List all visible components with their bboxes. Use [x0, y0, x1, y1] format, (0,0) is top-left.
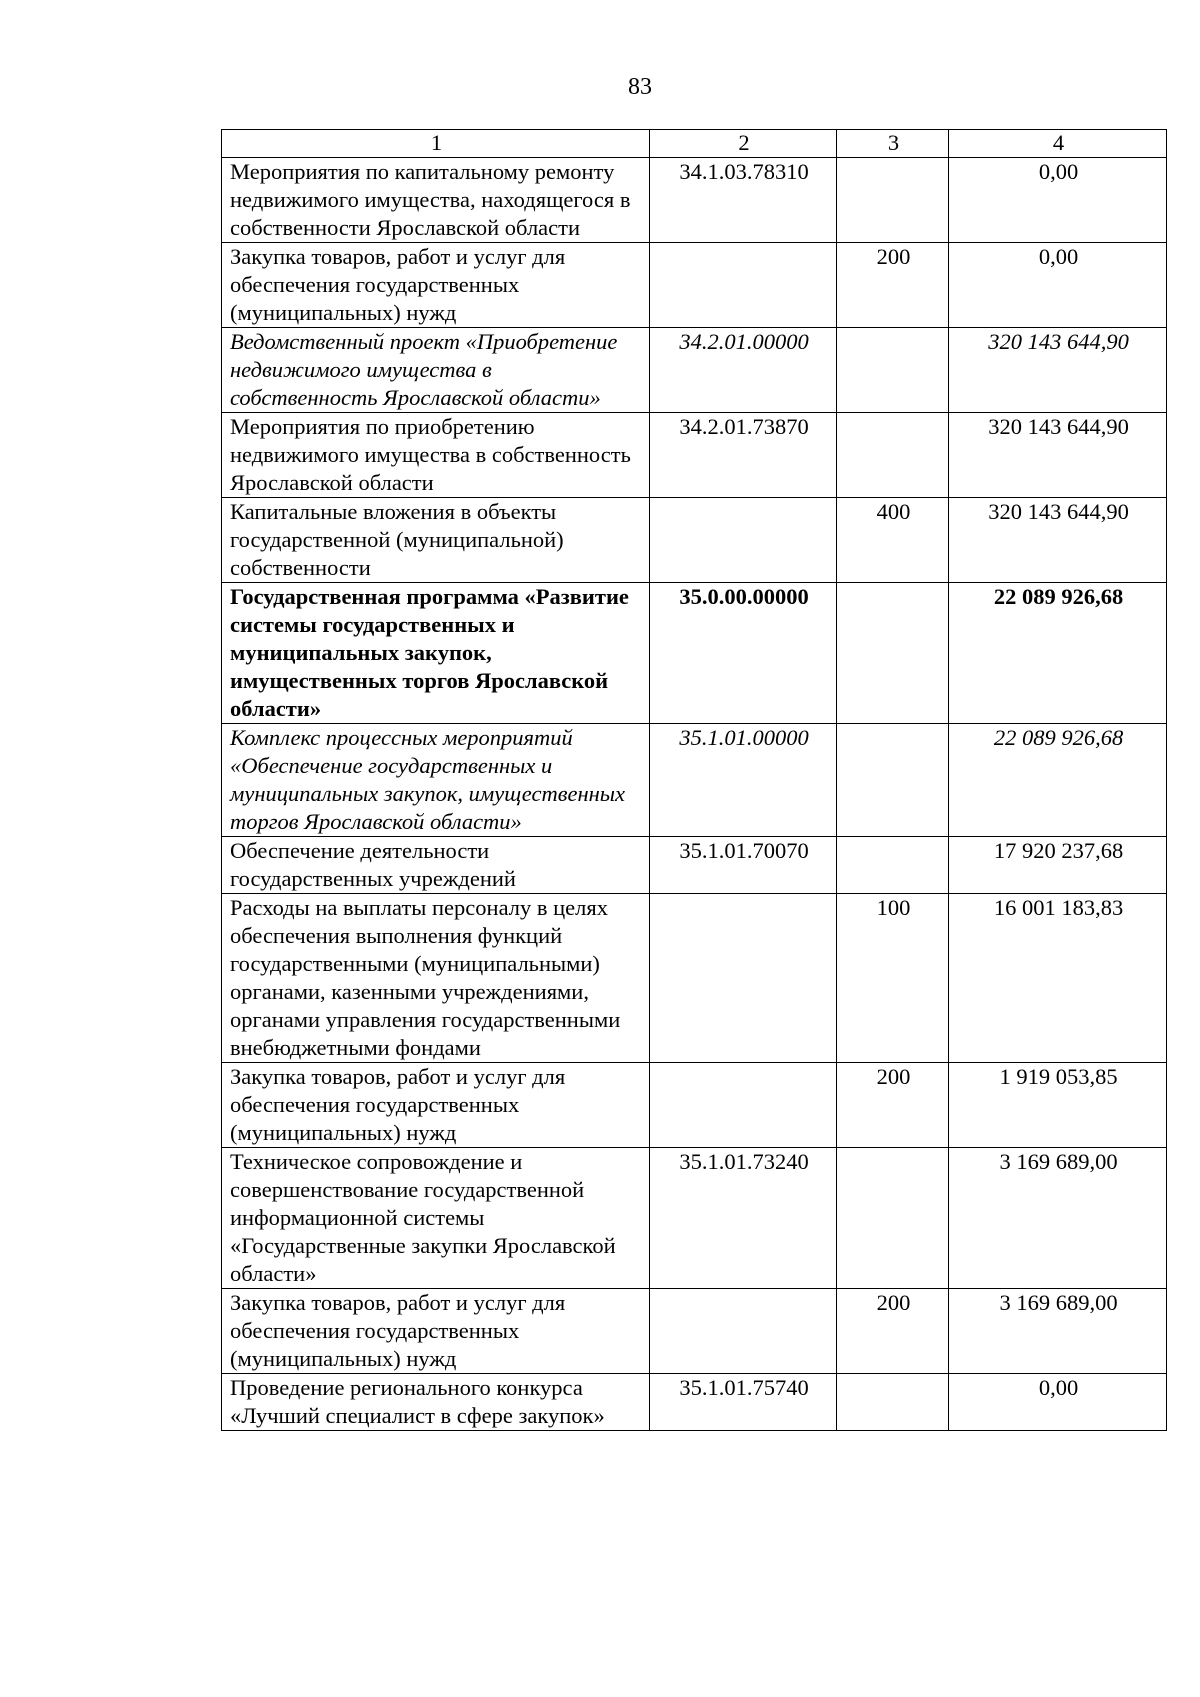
table-row [222, 328, 1167, 413]
row-amount: 22 089 926,68 [949, 583, 1167, 724]
row-name: Ведомственный проект «Приобретение недвижимого имущества в собственность Ярославской области» [222, 328, 650, 413]
row-amount: 320 143 644,90 [949, 413, 1167, 498]
row-code [650, 498, 837, 583]
column-header-1: 1 [222, 130, 650, 158]
table-body [222, 158, 1167, 1431]
row-code [650, 1289, 837, 1374]
page-number: 83 [628, 74, 652, 100]
row-code: 35.0.00.00000 [650, 583, 837, 724]
row-name: Мероприятия по капитальному ремонту недвижимого имущества, находящегося в собственности Ярославской области [222, 158, 650, 243]
row-name: Закупка товаров, работ и услуг для обеспечения государственных (муниципальных) нужд [222, 1289, 650, 1374]
table-row [222, 837, 1167, 894]
table-row [222, 158, 1167, 243]
column-header-3: 3 [837, 130, 949, 158]
row-code: 35.1.01.73240 [650, 1148, 837, 1289]
row-name: Капитальные вложения в объекты государственной (муниципальной) собственности [222, 498, 650, 583]
row-amount: 16 001 183,83 [949, 894, 1167, 1063]
row-code [650, 1063, 837, 1148]
row-code [650, 243, 837, 328]
row-amount: 0,00 [949, 1374, 1167, 1431]
row-code: 34.2.01.73870 [650, 413, 837, 498]
row-expense-type [837, 583, 949, 724]
row-amount: 3 169 689,00 [949, 1148, 1167, 1289]
row-name: Закупка товаров, работ и услуг для обеспечения государственных (муниципальных) нужд [222, 243, 650, 328]
column-header-4: 4 [949, 130, 1167, 158]
row-expense-type: 200 [837, 1289, 949, 1374]
row-amount: 1 919 053,85 [949, 1063, 1167, 1148]
row-amount: 3 169 689,00 [949, 1289, 1167, 1374]
row-amount: 0,00 [949, 243, 1167, 328]
row-code: 35.1.01.00000 [650, 724, 837, 837]
row-expense-type [837, 158, 949, 243]
row-name: Обеспечение деятельности государственных учреждений [222, 837, 650, 894]
row-expense-type [837, 1148, 949, 1289]
table-row [222, 1289, 1167, 1374]
row-expense-type: 400 [837, 498, 949, 583]
row-amount: 320 143 644,90 [949, 328, 1167, 413]
row-amount: 22 089 926,68 [949, 724, 1167, 837]
row-name: Техническое сопровождение и совершенствование государственной информационной системы «Государственные закупки Ярославской области» [222, 1148, 650, 1289]
row-name: Комплекс процессных мероприятий «Обеспечение государственных и муниципальных закупок, имущественных торгов Ярославской области» [222, 724, 650, 837]
table-row [222, 1148, 1167, 1289]
table-row [222, 243, 1167, 328]
row-name: Закупка товаров, работ и услуг для обеспечения государственных (муниципальных) нужд [222, 1063, 650, 1148]
row-name: Расходы на выплаты персоналу в целях обеспечения выполнения функций государственными (муниципальными) органами, казенными учреждениями, органами управления государственными внебюджетными фондами [222, 894, 650, 1063]
row-code: 35.1.01.70070 [650, 837, 837, 894]
row-expense-type: 200 [837, 243, 949, 328]
row-expense-type [837, 1374, 949, 1431]
table-row [222, 724, 1167, 837]
row-expense-type: 100 [837, 894, 949, 1063]
table-row [222, 498, 1167, 583]
row-code: 34.1.03.78310 [650, 158, 837, 243]
row-expense-type [837, 328, 949, 413]
table-row [222, 894, 1167, 1063]
row-amount: 320 143 644,90 [949, 498, 1167, 583]
table-row [222, 1063, 1167, 1148]
table-row [222, 1374, 1167, 1431]
row-name: Государственная программа «Развитие системы государственных и муниципальных закупок, имущественных торгов Ярославской области» [222, 583, 650, 724]
row-expense-type [837, 837, 949, 894]
table-row [222, 583, 1167, 724]
header-row [222, 130, 1167, 158]
row-expense-type [837, 724, 949, 837]
row-code [650, 894, 837, 1063]
row-name: Проведение регионального конкурса «Лучший специалист в сфере закупок» [222, 1374, 650, 1431]
table-row [222, 413, 1167, 498]
column-header-2: 2 [650, 130, 837, 158]
budget-table [221, 129, 1167, 1431]
row-code: 34.2.01.00000 [650, 328, 837, 413]
row-amount: 17 920 237,68 [949, 837, 1167, 894]
row-code: 35.1.01.75740 [650, 1374, 837, 1431]
row-name: Мероприятия по приобретению недвижимого имущества в собственность Ярославской области [222, 413, 650, 498]
row-amount: 0,00 [949, 158, 1167, 243]
table-header [222, 130, 1167, 158]
row-expense-type [837, 413, 949, 498]
row-expense-type: 200 [837, 1063, 949, 1148]
